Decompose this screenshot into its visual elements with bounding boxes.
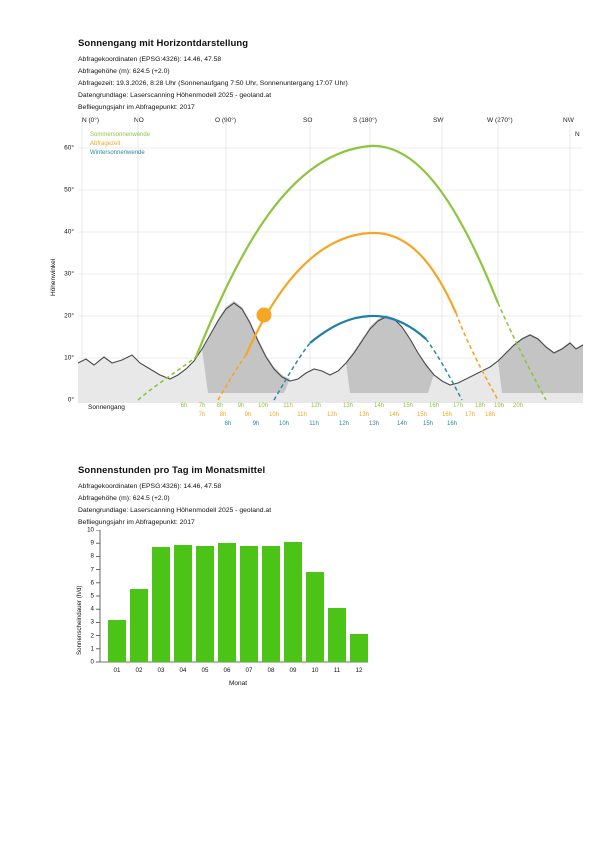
monthly-sunhours-chart [76, 526, 378, 687]
hour-summer-6h: 6h [180, 403, 188, 409]
hour-summer-11h: 11h [283, 403, 293, 409]
hour-summer-17h: 17h [452, 403, 464, 409]
section2-meta-elevation: Abfragehöhe (m): 624.5 (+2.0) [78, 495, 170, 502]
horizon-sun-chart [78, 113, 583, 403]
bar-09 [284, 542, 302, 662]
hour-equinox-14h: 14h [388, 412, 400, 418]
hour-equinox-13h: 13h [358, 412, 370, 418]
hour-winter-10h: 10h [278, 421, 290, 427]
y-tick-60: 60° [64, 144, 74, 152]
terrain-peak-center [346, 315, 434, 393]
hour-summer-12h: 12h [310, 403, 322, 409]
legend-summer-solstice: Sommersonnenwende [90, 132, 151, 138]
hour-winter-14h: 14h [396, 421, 408, 427]
hour-equinox-8h: 8h [219, 412, 227, 418]
bar-y-tick-10: 10 [87, 526, 94, 534]
bar-06 [218, 543, 236, 662]
azimuth-tick-nw: NW [563, 117, 574, 124]
terrain-peak-left [202, 301, 290, 393]
hour-winter-11h: 11h [309, 421, 319, 427]
hour-summer-19h: 19h [493, 403, 505, 409]
hour-equinox-12h: 12h [326, 412, 338, 418]
bar-x-tick-12: 12 [355, 667, 363, 674]
y-tick-20: 20° [64, 312, 74, 320]
sonnengang-axis-label: Sonnengang [88, 404, 125, 411]
hour-equinox-15h: 15h [416, 412, 428, 418]
meta-flightyear: Befliegungsjahr im Abfragepunkt: 2017 [78, 104, 195, 111]
azimuth-tick-w270: W (270°) [487, 117, 513, 124]
azimuth-tick-s180: S (180°) [353, 117, 377, 124]
bar-10 [306, 572, 324, 662]
y-axis-title: Höhenwinkel [50, 258, 57, 296]
bar-08 [262, 546, 280, 662]
bar-01 [108, 620, 126, 662]
bar-12 [350, 634, 368, 662]
bar-x-tick-09: 09 [289, 667, 297, 674]
hour-equinox-10h: 10h [268, 412, 280, 418]
hour-summer-13h: 13h [342, 403, 354, 409]
bar-y-tick-7: 7 [90, 566, 94, 574]
hour-winter-15h: 15h [422, 421, 434, 427]
bar-x-tick-06: 06 [223, 667, 231, 674]
section2-title: Sonnenstunden pro Tag im Monatsmittel [78, 465, 266, 476]
y-tick-30: 30° [64, 270, 74, 278]
bar-x-tick-11: 11 [333, 667, 341, 674]
hour-winter-9h: 9h [252, 421, 260, 427]
bar-02 [130, 589, 148, 662]
section2-meta-flightyear: Befliegungsjahr im Abfragepunkt: 2017 [78, 519, 195, 526]
hour-equinox-7h: 7h [198, 412, 206, 418]
legend-winter-solstice: Wintersonnenwende [90, 150, 145, 156]
azimuth-tick-n0: N (0°) [82, 117, 100, 124]
section2-meta-coordinates: Abfragekoordinaten (EPSG:4326): 14.46, 47.58 [78, 483, 222, 490]
bar-x-tick-04: 04 [179, 667, 187, 674]
hour-summer-15h: 15h [402, 403, 414, 409]
hour-summer-7h: 7h [198, 403, 206, 409]
sun-position-marker [257, 308, 272, 323]
bar-y-axis-title: Sonnenscheindauer (h/d) [76, 585, 83, 655]
bar-x-tick-10: 10 [311, 667, 319, 674]
bar-x-tick-01: 01 [113, 667, 121, 674]
azimuth-tick-o90: O (90°) [215, 117, 237, 124]
legend-query-time: Abfragezeit [90, 141, 121, 147]
y-tick-40: 40° [64, 228, 74, 236]
hour-summer-8h: 8h [216, 403, 224, 409]
meta-datasource: Datengrundlage: Laserscanning Höhenmodell 2025 - geoland.at [78, 92, 272, 99]
bar-y-tick-3: 3 [90, 618, 94, 626]
hour-equinox-17h: 17h [464, 412, 476, 418]
bar-x-tick-03: 03 [157, 667, 165, 674]
bar-03 [152, 547, 170, 662]
meta-coordinates: Abfragekoordinaten (EPSG:4326): 14.46, 47.58 [78, 56, 222, 63]
bar-x-tick-07: 07 [245, 667, 253, 674]
hour-equinox-16h: 16h [441, 412, 453, 418]
bar-y-tick-8: 8 [90, 552, 94, 560]
hour-summer-18h: 18h [474, 403, 486, 409]
bar-y-tick-2: 2 [90, 632, 94, 640]
section2-meta-datasource: Datengrundlage: Laserscanning Höhenmodell 2025 - geoland.at [78, 507, 272, 514]
bar-y-tick-9: 9 [90, 539, 94, 547]
bar-x-tick-05: 05 [201, 667, 209, 674]
hour-winter-16h: 16h [446, 421, 458, 427]
meta-querytime: Abfragezeit: 19.3.2026, 8:28 Uhr (Sonnenaufgang 7:50 Uhr, Sonnenuntergang 17:07 Uhr) [78, 80, 348, 87]
bar-x-axis-title: Monat [228, 680, 248, 687]
bar-y-tick-1: 1 [90, 645, 94, 653]
hour-summer-14h: 14h [373, 403, 385, 409]
bar-x-tick-08: 08 [267, 667, 275, 674]
azimuth-tick-sw: SW [433, 117, 444, 124]
azimuth-tick-n360: N [575, 131, 580, 138]
y-tick-10: 10° [64, 354, 74, 362]
hour-winter-13h: 13h [368, 421, 380, 427]
hour-summer-10h: 10h [257, 403, 269, 409]
horizon-sun-svg [78, 113, 583, 403]
hour-winter-8h: 8h [224, 421, 232, 427]
bar-05 [196, 546, 214, 662]
hour-equinox-11h: 11h [297, 412, 307, 418]
hour-summer-20h: 20h [512, 403, 524, 409]
hour-labels-winter [78, 421, 583, 433]
bar-y-tick-5: 5 [90, 592, 94, 600]
bar-11 [328, 608, 346, 662]
azimuth-tick-no: NO [134, 117, 144, 124]
azimuth-tick-so: SO [303, 117, 313, 124]
hour-equinox-9h: 9h [244, 412, 252, 418]
page-title: Sonnengang mit Horizontdarstellung [78, 38, 249, 49]
hour-equinox-18h: 18h [484, 412, 496, 418]
y-tick-0: 0° [67, 396, 74, 404]
bar-y-tick-0: 0 [90, 658, 94, 666]
bar-y-tick-6: 6 [90, 579, 94, 587]
bar-07 [240, 546, 258, 662]
bar-x-tick-02: 02 [135, 667, 143, 674]
meta-elevation: Abfragehöhe (m): 624.5 (+2.0) [78, 68, 170, 75]
hour-summer-16h: 16h [428, 403, 440, 409]
hour-winter-12h: 12h [338, 421, 350, 427]
hour-summer-9h: 9h [237, 403, 245, 409]
bar-04 [174, 545, 192, 662]
bar-y-tick-4: 4 [90, 605, 94, 613]
y-tick-50: 50° [64, 186, 74, 194]
